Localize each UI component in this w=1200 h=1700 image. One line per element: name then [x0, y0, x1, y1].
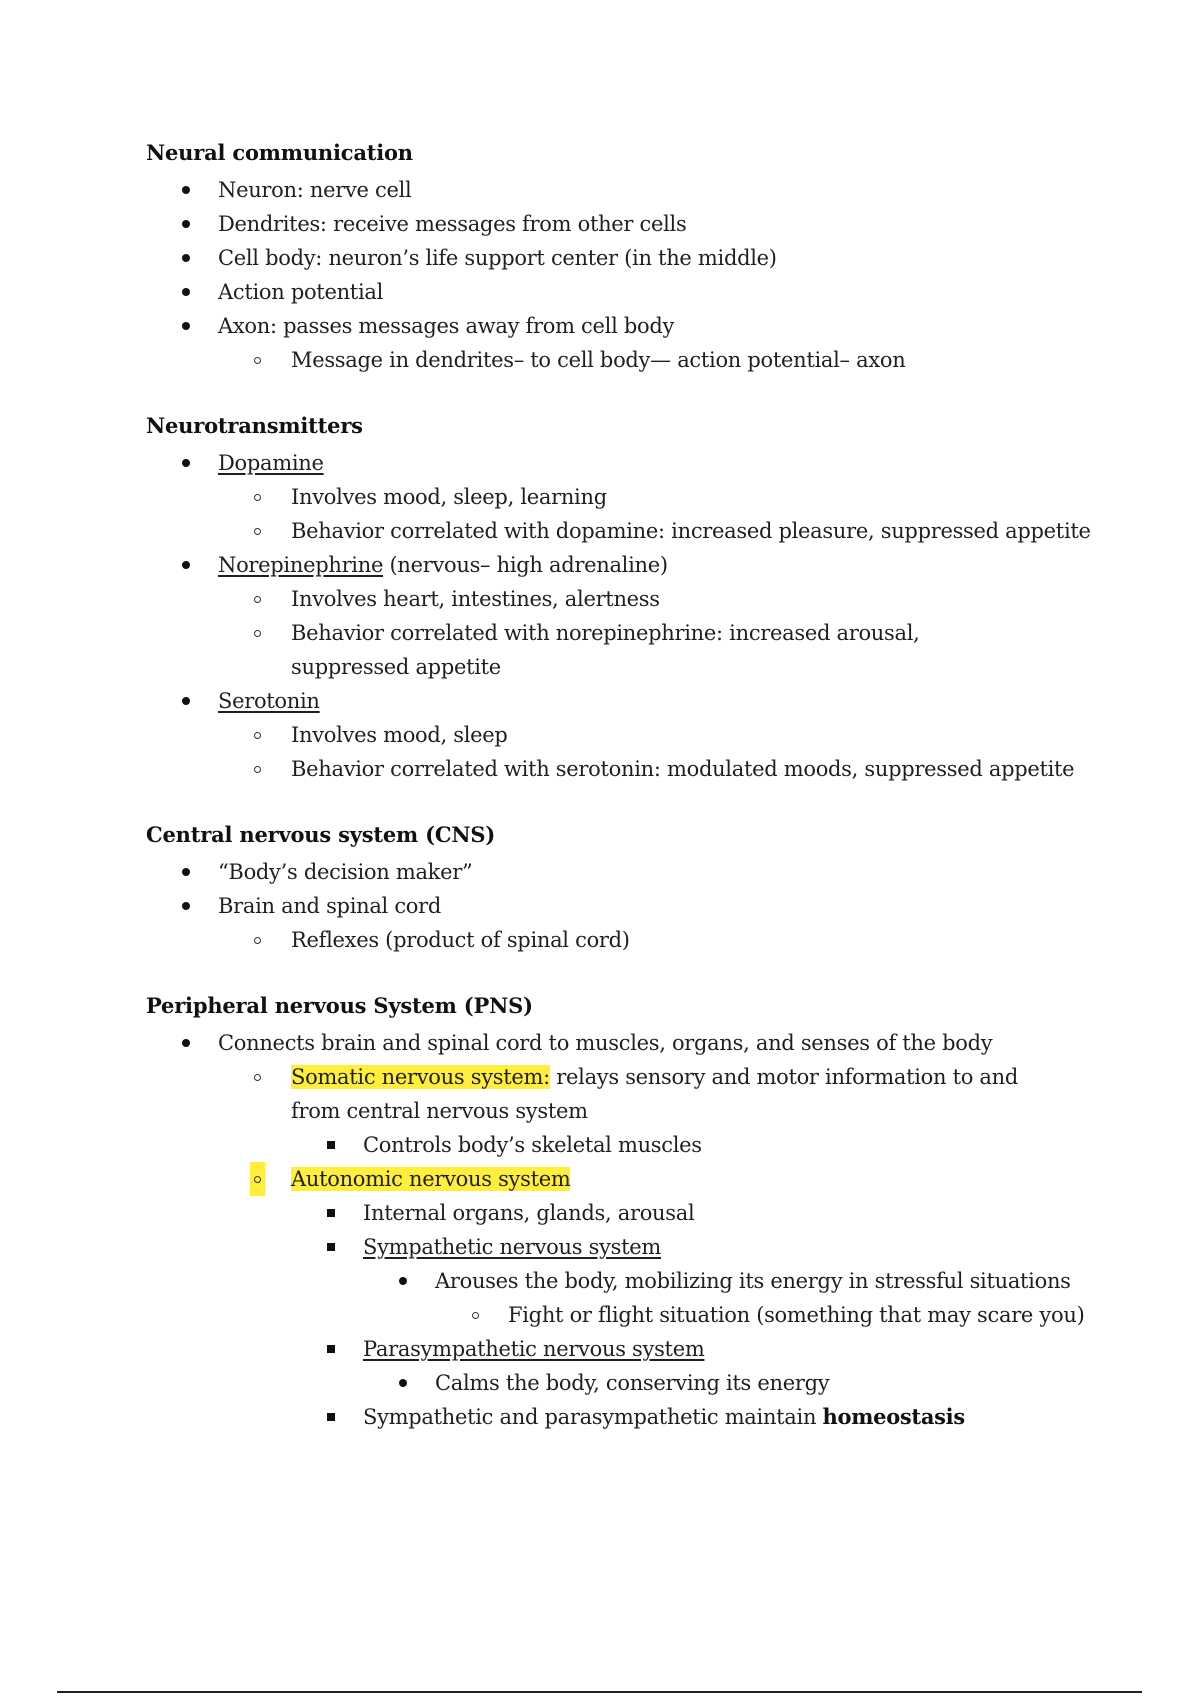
list-item: Involves heart, intestines, alertness [146, 582, 1106, 616]
disc-bullet-icon [182, 684, 190, 718]
list-item [146, 1230, 1106, 1264]
list-item [146, 1162, 1106, 1196]
highlighted-term-autonomic: Autonomic nervous system [291, 1167, 571, 1191]
bullet-list [146, 1026, 1106, 1434]
list-item: Reflexes (product of spinal cord) [146, 923, 1106, 957]
circle-bullet-icon [254, 616, 261, 650]
list-item: Somatic nervous system: relays sensory and motor information to and from central nervous system [146, 1060, 1106, 1128]
list-item: “Body’s decision maker” [146, 855, 1106, 889]
circle-bullet-icon [254, 582, 261, 616]
list-item: Norepinephrine (nervous– high adrenaline) [146, 548, 1106, 582]
list-item: Controls body’s skeletal muscles [146, 1128, 1106, 1162]
circle-bullet-icon [472, 1298, 479, 1332]
term-norepinephrine: Norepinephrine [218, 553, 384, 577]
disc-bullet-icon [182, 173, 190, 207]
section-cns [146, 822, 1106, 957]
list-item: Neuron: nerve cell [146, 173, 1106, 207]
square-bullet-icon [327, 1196, 335, 1230]
list-item: Involves mood, sleep, learning [146, 480, 1106, 514]
circle-bullet-icon [254, 752, 261, 786]
circle-bullet-icon [254, 718, 261, 752]
highlighted-term-somatic: Somatic nervous system: [291, 1065, 550, 1089]
section-heading: Neural communication [146, 140, 413, 165]
list-item: Message in dendrites– to cell body— action potential– axon [146, 343, 1106, 377]
list-item: Axon: passes messages away from cell body [146, 309, 1106, 343]
term-parasympathetic: Parasympathetic nervous system [363, 1337, 705, 1361]
bullet-list [146, 446, 1106, 786]
circle-bullet-icon [254, 514, 261, 548]
square-bullet-icon [327, 1230, 335, 1264]
list-item [146, 446, 1106, 480]
list-item: Behavior correlated with serotonin: modulated moods, suppressed appetite [146, 752, 1106, 786]
term-homeostasis: homeostasis [822, 1404, 965, 1429]
circle-bullet-icon [254, 480, 261, 514]
term-dopamine: Dopamine [218, 451, 324, 475]
disc-bullet-icon [182, 446, 190, 480]
term-serotonin: Serotonin [218, 689, 320, 713]
page-bottom-rule [57, 1691, 1142, 1693]
list-item: Dendrites: receive messages from other cells [146, 207, 1106, 241]
list-item: Behavior correlated with dopamine: increased pleasure, suppressed appetite [146, 514, 1106, 548]
list-item [146, 684, 1106, 718]
disc-bullet-icon [182, 241, 190, 275]
list-item: Involves mood, sleep [146, 718, 1106, 752]
section-heading: Peripheral nervous System (PNS) [146, 993, 533, 1018]
section-heading: Central nervous system (CNS) [146, 822, 496, 847]
list-item: Arouses the body, mobilizing its energy in stressful situations [146, 1264, 1106, 1298]
disc-bullet-icon [399, 1366, 407, 1400]
list-item: Calms the body, conserving its energy [146, 1366, 1106, 1400]
section-neurotransmitters [146, 413, 1106, 786]
disc-bullet-icon [182, 207, 190, 241]
bullet-list [146, 173, 1106, 377]
disc-bullet-icon [182, 855, 190, 889]
list-item: Connects brain and spinal cord to muscles, organs, and senses of the body [146, 1026, 1106, 1060]
disc-bullet-icon [399, 1264, 407, 1298]
list-item [146, 1332, 1106, 1366]
term-sympathetic: Sympathetic nervous system [363, 1235, 661, 1259]
square-bullet-icon [327, 1332, 335, 1366]
circle-bullet-icon [254, 343, 261, 377]
list-item: Action potential [146, 275, 1106, 309]
list-item: Internal organs, glands, arousal [146, 1196, 1106, 1230]
circle-bullet-icon [250, 1162, 265, 1196]
list-item: Fight or flight situation (something that may scare you) [146, 1298, 1106, 1332]
section-heading: Neurotransmitters [146, 413, 363, 438]
section-pns [146, 993, 1106, 1434]
document-body [146, 140, 1106, 1470]
bullet-list [146, 855, 1106, 957]
list-item: Sympathetic and parasympathetic maintain homeostasis [146, 1400, 1106, 1434]
disc-bullet-icon [182, 275, 190, 309]
square-bullet-icon [327, 1128, 335, 1162]
section-neural-communication [146, 140, 1106, 377]
disc-bullet-icon [182, 1026, 190, 1060]
disc-bullet-icon [182, 548, 190, 582]
list-item: Cell body: neuron’s life support center (in the middle) [146, 241, 1106, 275]
list-item: Brain and spinal cord [146, 889, 1106, 923]
circle-bullet-icon [254, 923, 261, 957]
disc-bullet-icon [182, 889, 190, 923]
disc-bullet-icon [182, 309, 190, 343]
circle-bullet-icon [254, 1060, 261, 1094]
list-item: Behavior correlated with norepinephrine: increased arousal, suppressed appetite [146, 616, 1106, 684]
square-bullet-icon [327, 1400, 335, 1434]
